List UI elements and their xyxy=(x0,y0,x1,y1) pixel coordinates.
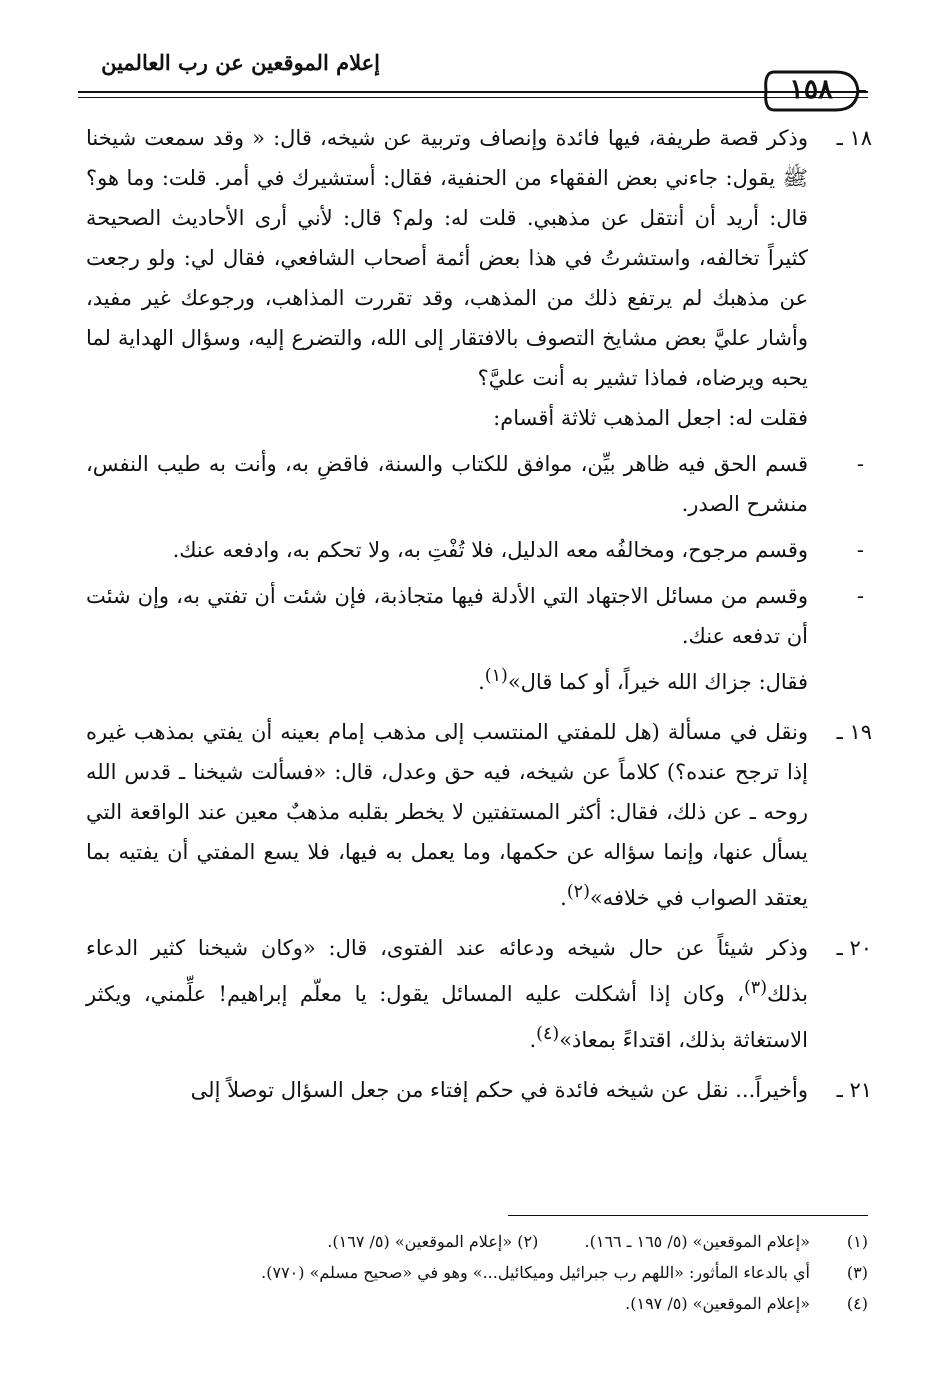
item-18 xyxy=(86,118,872,398)
footnote-separator xyxy=(508,1215,868,1216)
item-19: ١٩ ـ ونقل في مسألة (هل للمفتي المنتسب إلى مذهب إمام بعينه أن يفتي بمذهب غيره إذا ترجح عنده؟) كلاماً عن شيخه، فيه حق وعدل، قال: «فسألت شيخنا ـ قدس الله روحه ـ عن ذلك، فقال: أكثر المستفتين لا يخطر بقلبه مذهبٌ معين عند الواقعة التي يسأل عنها، وإنما سؤاله عن حكمها، وما يعمل به فيها، فلا يسع المفتي أن يفتيه بما يعتقد الصواب في خلافه»$^{(٢)}$. xyxy=(86,712,868,918)
footnote-number: (٤) xyxy=(846,1294,868,1313)
footnote-line xyxy=(86,1226,868,1257)
item-18-closing: فقال: جزاك الله خيراً، أو كما قال»$^{(١)}$. xyxy=(478,666,808,694)
item-text: وأخيراً... نقل عن شيخه فائدة في حكم إفتاء من جعل السؤال توصلاً إلى xyxy=(190,1078,808,1102)
footnote-ref[interactable]: (٤) xyxy=(536,1024,560,1044)
footnote-text: «إعلام الموقعين» (٥/ ١٦٧). xyxy=(327,1232,513,1251)
bullet-dash: - xyxy=(856,452,864,476)
main-text xyxy=(86,118,872,1203)
running-header-title: إعلام الموقعين عن رب العالمين xyxy=(101,50,380,75)
item-number: ٢٠ ـ xyxy=(836,936,872,960)
item-21 xyxy=(86,1070,872,1110)
header-rule-thin xyxy=(78,97,868,98)
bullet-text: قسم الحق فيه ظاهر بيِّن، موافق للكتاب والسنة، فاقضِ به، وأنت به طيب النفس، منشرح الصدر. xyxy=(86,452,808,516)
bullet-item xyxy=(86,530,868,570)
item-text: وذكر شيئاً عن حال شيخه ودعائه عند الفتوى، قال: «وكان شيخنا كثير الدعاء بذلك xyxy=(86,936,808,1006)
page-number-badge xyxy=(760,64,866,116)
item-20: ٢٠ ـ وذكر شيئاً عن حال شيخه ودعائه عند الفتوى، قال: «وكان شيخنا كثير الدعاء بذلك$^{(٣)}$، وكان إذا أشكلت عليه المسائل يقول: يا معلّم إبراهيم! علِّمني، ويكثر الاستغاثة بذلك، اقتداءً بمعاذ»$^{(٤)}$. xyxy=(86,928,868,1060)
item-text: ونقل في مسألة (هل للمفتي المنتسب إلى مذهب إمام بعينه أن يفتي بمذهب غيره إذا ترجح عنده؟) كلاماً عن شيخه، فيه حق وعدل، قال: «فسألت شيخنا ـ قدس الله روحه ـ عن ذلك، فقال: أكثر المستفتين لا يخطر بقلبه مذهبٌ معين عند الواقعة التي يسأل عنها، وإنما سؤاله عن حكمها، وما يعمل به فيها، فلا يسع المفتي أن يفتيه بما يعتقد الصواب في خلافه» xyxy=(86,720,808,910)
bullet-item xyxy=(86,576,868,656)
item-number: ٢١ ـ xyxy=(836,1078,872,1102)
sub-intro-text: فقلت له: اجعل المذهب ثلاثة أقسام: xyxy=(493,406,808,430)
footnote-number: (٢) xyxy=(517,1232,539,1251)
bullet-dash: - xyxy=(856,584,864,608)
page-number: ١٥٨ xyxy=(789,74,833,105)
footnote-line xyxy=(86,1257,868,1288)
item-18-sub-intro xyxy=(86,398,868,438)
bullet-text: وقسم مرجوح، ومخالفُه معه الدليل، فلا تُفْتِ به، ولا تحكم به، وادفعه عنك. xyxy=(172,538,808,562)
footnote-line xyxy=(86,1288,868,1319)
closing-text: فقال: جزاك الله خيراً، أو كما قال» xyxy=(507,670,808,694)
footnotes xyxy=(86,1226,868,1336)
header-rule xyxy=(78,91,868,93)
item-number: ١٨ ـ xyxy=(836,126,872,150)
footnote-text: «إعلام الموقعين» (٥/ ١٦٥ ـ ١٦٦). xyxy=(584,1232,810,1251)
item-text: وذكر قصة طريفة، فيها فائدة وإنصاف وتربية عن شيخه، قال: « وقد سمعت شيخنا ﷺ يقول: جاءني بعض الفقهاء من الحنفية، فقال: أستشيرك في أمر. قلت: وما هو؟ قال: أريد أن أنتقل عن مذهبي. قلت له: ولم؟ قال: لأني أرى الأحاديث الصحيحة كثيراً تخالفه، واستشرتُ في هذا بعض أئمة أصحاب الشافعي، فقال لي: ولو رجعت عن مذهبك لم يرتفع ذلك من المذهب، وقد تقررت المذاهب، ورجوعك غير مفيد، وأشار عليَّ بعض مشايخ التصوف بالافتقار إلى الله، والتضرع إليه، وسؤال الهداية لما يحبه ويرضاه، فماذا تشير به أنت عليَّ؟ xyxy=(86,126,808,390)
footnote-number: (١) xyxy=(846,1232,868,1251)
footnote-ref[interactable]: (٣) xyxy=(743,978,768,998)
footnote-text: أي بالدعاء المأثور: «اللهم رب جبرائيل وميكائيل...» وهو في «صحيح مسلم» (٧٧٠). xyxy=(261,1263,810,1282)
footnote-ref[interactable]: (١) xyxy=(484,666,508,686)
item-number: ١٩ ـ xyxy=(836,720,872,744)
bullet-dash: - xyxy=(856,538,864,562)
footnote-number: (٣) xyxy=(846,1263,868,1282)
item-text-cont: ، وكان إذا أشكلت عليه المسائل يقول: يا معلّم إبراهيم! علِّمني، ويكثر الاستغاثة بذلك، اقتداءً بمعاذ» xyxy=(86,982,808,1052)
bullet-item xyxy=(86,444,868,524)
bullet-text: وقسم من مسائل الاجتهاد التي الأدلة فيها متجاذبة، فإن شئت أن تفتي به، وإن شئت أن تدفعه عنك. xyxy=(86,584,808,648)
footnote-text: «إعلام الموقعين» (٥/ ١٩٧). xyxy=(625,1294,810,1313)
footnote-ref[interactable]: (٢) xyxy=(566,882,590,902)
